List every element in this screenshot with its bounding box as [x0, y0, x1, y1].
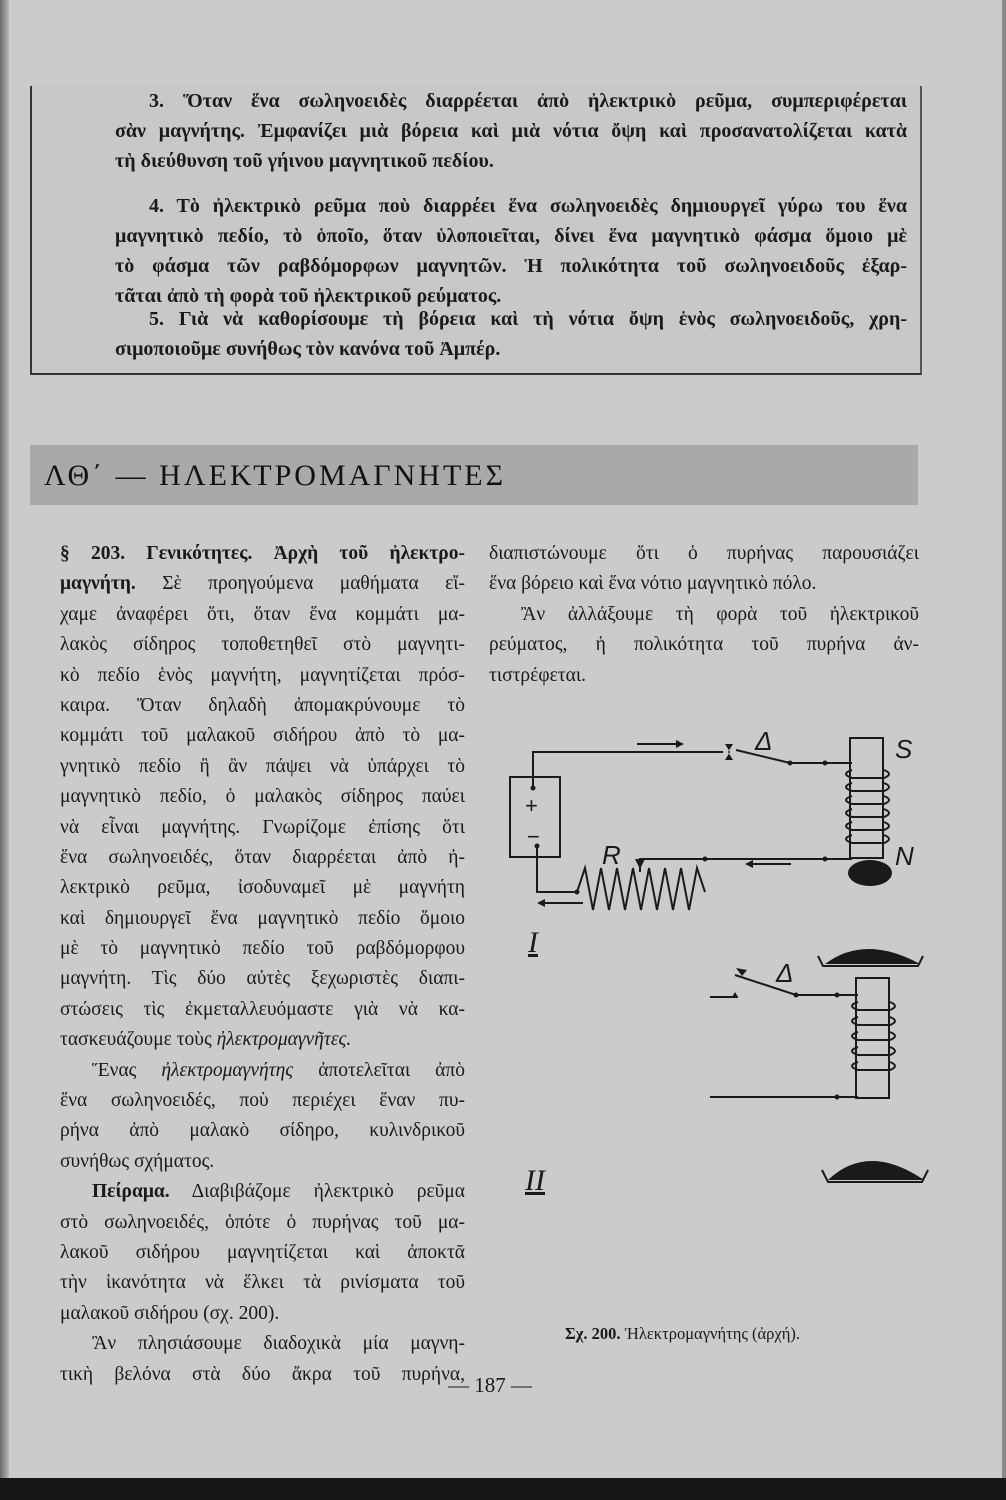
- summary-line: τὸ φάσμα τῶν ραβδόμορφων μαγνητῶν. Ἡ πολικότητα τοῦ σωληνοειδοῦς ἐξαρ-: [115, 255, 907, 277]
- figure-caption: [565, 1324, 800, 1344]
- text-run: τασκευάζουμε τοὺς: [60, 1029, 217, 1051]
- summary-item-5: [115, 304, 907, 364]
- text-run: κὸ πεδίο ἑνὸς μαγνήτη, μαγνητίζεται πρόσ-: [60, 664, 465, 686]
- text-line: [60, 1147, 465, 1177]
- text-run: Ἕνας: [92, 1059, 162, 1081]
- text-line: [60, 752, 465, 782]
- text-line: [60, 691, 465, 721]
- summary-line: σὰν μαγνήτης. Ἐμφανίζει μιὰ βόρεια καὶ μιὰ νότια ὄψη καὶ προσανατολίζεται κατὰ: [115, 120, 907, 142]
- south-pole-label: S: [895, 734, 913, 764]
- text-run: ἕνα σωληνοειδές, ὅταν διαρρέεται ἀπὸ ἠ-: [60, 846, 465, 868]
- text-line: [60, 782, 465, 812]
- wire-bottom-right: [640, 859, 825, 872]
- iron-filings-2: [828, 1161, 924, 1180]
- text-line: [60, 1025, 465, 1055]
- summary-item-4: [115, 191, 907, 311]
- text-run: ἀποτελεῖται ἀπὸ: [293, 1059, 465, 1081]
- summary-line: τᾶται ἀπὸ τὴ φορὰ τοῦ ἠλεκτρικοῦ ρεύματος.: [115, 285, 502, 307]
- wire-bottom-left: [537, 846, 577, 892]
- text-run: λακοῦ σιδήρου μαγνητίζεται καὶ ἀποκτᾶ: [60, 1241, 465, 1263]
- north-pole-label: N: [895, 841, 914, 871]
- summary-box: [30, 86, 922, 375]
- figure-number: Σχ. 200.: [565, 1324, 621, 1343]
- summary-line: 3. Ὅταν ἕνα σωληνοειδὲς διαρρέεται ἀπὸ ἠλεκτρικὸ ρεῦμα, συμπεριφέρεται: [149, 90, 907, 112]
- summary-line: σιμοποιοῦμε συνήθως τὸν κανόνα τοῦ Ἀμπέρ.: [115, 338, 501, 360]
- text-line: [60, 1268, 465, 1298]
- italic-text: ἠλεκτρομαγνῆτες.: [216, 1029, 352, 1051]
- summary-line: τὴ διεύθυνση τοῦ γήινου μαγνητικοῦ πεδίου.: [115, 150, 494, 172]
- text-run: λεκτρικὸ ρεῦμα, ἰσοδυναμεῖ μὲ μαγνήτη: [60, 877, 465, 899]
- bold-text: μαγνήτη.: [60, 573, 136, 595]
- text-line: [60, 1329, 465, 1359]
- text-line: [489, 630, 919, 660]
- text-run: στώσεις τὶς ἐκμεταλλευόμαστε γιὰ νὰ κα-: [60, 998, 465, 1020]
- text-run: χαμε ἀναφέρει ὅτι, ὅταν ἕνα κομμάτι μα-: [60, 603, 465, 625]
- text-line: [489, 600, 919, 630]
- bold-text: § 203. Γενικότητες. Ἀρχὴ τοῦ ἠλεκτρο-: [60, 543, 465, 564]
- text-run: μαγνητικὸ πεδίο, ὁ μαλακὸς σίδηρος παύει: [60, 786, 465, 808]
- iron-core-2: [856, 978, 889, 1098]
- text-run: καὶ δημιουργεῖ ἕνα μαγνητικὸ πεδίο ὅμοιο: [60, 907, 465, 929]
- text-run: μαγνήτη. Τὶς δύο αὐτὲς ξεχωριστὲς διαπι-: [60, 968, 465, 990]
- text-line: [60, 630, 465, 660]
- text-run: τὴν ἱκανότητα νὰ ἕλκει τὰ ρινίσματα τοῦ: [60, 1272, 465, 1294]
- summary-line: μαγνητικὸ πεδίο, τὸ ὁποῖο, ὅταν ὑλοποιεῖται, δίνει ἕνα μαγνητικὸ φάσμα ὅμοιο μὲ: [115, 225, 907, 247]
- wire-top: [533, 752, 723, 788]
- text-run: Διαβιβάζομε ἠλεκτρικὸ ρεῦμα: [169, 1181, 465, 1203]
- text-line: [60, 843, 465, 873]
- text-run: συνήθως σχήματος.: [60, 1150, 215, 1172]
- text-run: γνητικὸ πεδίο ἢ ἂν πάψει νὰ ὑπάρχει τὸ: [60, 755, 465, 777]
- text-line: [60, 600, 465, 630]
- text-run: Ἂν ἀλλάξουμε τὴ φορὰ τοῦ ἠλεκτρικοῦ: [521, 603, 919, 625]
- text-run: Ἂν πλησιάσουμε διαδοχικὰ μία μαγνη-: [92, 1333, 465, 1355]
- text-line: [60, 964, 465, 994]
- page-number: — 187 —: [448, 1373, 532, 1397]
- text-run: κομμάτι τοῦ μαλακοῦ σιδήρου ἀπὸ τὸ μα-: [60, 725, 465, 747]
- page-edge-right: [1002, 0, 1006, 1500]
- text-line: [60, 1360, 465, 1390]
- italic-text: ἠλεκτρομαγνήτης: [161, 1059, 294, 1081]
- text-run: στὸ σωληνοειδές, ὁπότε ὁ πυρήνας τοῦ μα-: [60, 1211, 465, 1233]
- summary-line: 4. Τὸ ἠλεκτρικὸ ρεῦμα ποὺ διαρρέει ἕνα σωληνοειδὲς δημιουργεῖ γύρω του ἕνα: [149, 195, 907, 217]
- text-run: τιστρέφεται.: [489, 664, 586, 686]
- iron-filings-1: [825, 949, 920, 964]
- text-run: λακὸς σίδηρος τοποθετηθεῖ στὸ μαγνητι-: [60, 634, 465, 656]
- switch-lever: [736, 750, 825, 763]
- chapter-title-bar: [30, 445, 918, 505]
- text-line: [60, 661, 465, 691]
- text-line: [60, 934, 465, 964]
- text-line: [60, 1116, 465, 1146]
- text-run: μαλακοῦ σιδήρου (σχ. 200).: [60, 1302, 280, 1324]
- text-run: νὰ εἶναι μαγνήτης. Γνωρίζομε ἐπίσης ὅτι: [60, 816, 465, 838]
- chapter-title: ΛΘ΄ — ΗΛΕΚΤΡΟΜΑΓΝΗΤΕΣ: [44, 459, 507, 492]
- summary-line: 5. Γιὰ νὰ καθορίσουμε τὴ βόρεια καὶ τὴ νότια ὄψη ἑνὸς σωληνοειδοῦς, χρη-: [149, 308, 907, 330]
- text-line: [60, 904, 465, 934]
- text-line: [60, 1177, 465, 1207]
- text-line: [489, 539, 919, 569]
- text-line: [489, 661, 919, 691]
- text-run: ἕνα σωληνοειδές, ποὺ περιέχει ἕναν πυ-: [60, 1090, 465, 1112]
- switch-label: Δ: [755, 726, 773, 756]
- text-line: [60, 721, 465, 751]
- text-line: [60, 539, 465, 569]
- plus-terminal: +: [525, 793, 538, 818]
- part-II-label: II: [525, 1164, 545, 1197]
- text-line: [60, 873, 465, 903]
- resistor-label: R: [602, 840, 621, 870]
- text-run: ρεύματος, ἡ πολικότητα τοῦ πυρήνα ἀν-: [489, 634, 919, 656]
- bold-text: Πείραμα.: [92, 1181, 170, 1203]
- text-run: καιρα. Ὅταν δηλαδὴ ἀπομακρύνουμε τὸ: [60, 694, 465, 716]
- text-line: [60, 1208, 465, 1238]
- text-run: μὲ τὸ μαγνητικὸ πεδίο τοῦ ραβδόμορφου: [60, 938, 465, 960]
- text-line: [60, 1238, 465, 1268]
- minus-terminal: −: [527, 824, 540, 849]
- summary-item-3: [115, 86, 907, 176]
- switch2: [710, 975, 840, 997]
- text-run: Σὲ προηγούμενα μαθήματα εἴ-: [135, 573, 465, 595]
- figure-caption-text: Ἠλεκτρομαγνήτης (ἀρχή).: [620, 1324, 800, 1343]
- resistor-zigzag: [577, 868, 705, 910]
- right-column-text: [489, 539, 919, 691]
- left-column-text: [60, 539, 465, 1390]
- page-edge-shadow: [0, 0, 9, 1500]
- text-line: [60, 1086, 465, 1116]
- text-line: [60, 995, 465, 1025]
- text-line: [60, 1299, 465, 1329]
- text-line: [60, 813, 465, 843]
- text-run: ρήνα ἀπὸ μαλακὸ σίδηρο, κυλινδρικοῦ: [60, 1120, 465, 1142]
- electromagnet-figure: [480, 720, 940, 1320]
- text-line: [60, 569, 465, 599]
- iron-filings-attached: [848, 860, 892, 886]
- text-line: [489, 569, 919, 599]
- text-run: ἕνα βόρειο καὶ ἕνα νότιο μαγνητικὸ πόλο.: [489, 573, 817, 595]
- text-run: τικὴ βελόνα στὰ δύο ἄκρα τοῦ πυρήνα,: [60, 1363, 465, 1385]
- text-line: [60, 1056, 465, 1086]
- switch2-label: Δ: [776, 958, 794, 988]
- iron-core-1: [850, 738, 883, 858]
- part-I-label: I: [528, 926, 538, 959]
- text-run: διαπιστώνουμε ὅτι ὁ πυρήνας παρουσιάζει: [489, 543, 919, 564]
- scan-bottom-edge: [0, 1478, 1006, 1500]
